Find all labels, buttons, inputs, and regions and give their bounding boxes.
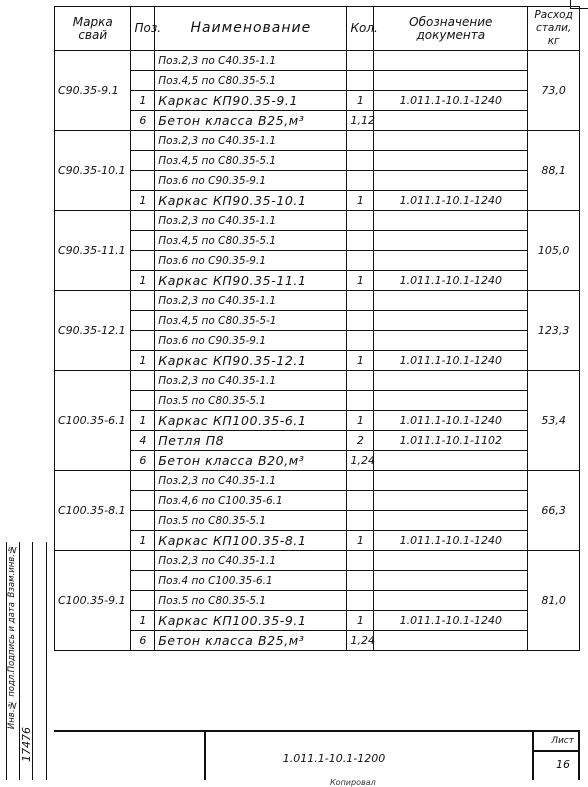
cell-qty [347,211,374,231]
cell-pos [131,491,155,511]
cell-name: Поз.4,5 по С80.35-5.1 [155,151,347,171]
table-row [55,431,580,451]
cell-doc [374,131,528,151]
table-body [55,51,580,651]
table-row [55,51,580,71]
cell-qty [347,251,374,271]
cell-doc: 1.011.1-10.1-1240 [374,271,528,291]
cell-mark: С90.35-9.1 [55,51,131,131]
cell-mark: С90.35-10.1 [55,131,131,211]
cell-doc [374,171,528,191]
cell-name: Поз.2,3 по С40.35-1.1 [155,371,347,391]
table-row [55,471,580,491]
table-row [55,611,580,631]
specification-table [54,6,580,651]
cell-qty [347,371,374,391]
cell-doc [374,391,528,411]
table-row [55,491,580,511]
cell-name: Поз.4,5 по С80.35-5.1 [155,231,347,251]
cell-pos [131,231,155,251]
document-number: 1.011.1-10.1-1200 [282,752,386,765]
table-row [55,231,580,251]
cell-qty [347,391,374,411]
cell-name: Каркас КП100.35-6.1 [155,411,347,431]
cell-doc: 1.011.1-10.1-1102 [374,431,528,451]
cell-pos [131,551,155,571]
cell-pos [131,591,155,611]
table-row [55,211,580,231]
cell-qty: 1 [347,611,374,631]
cell-doc [374,251,528,271]
cell-pos [131,511,155,531]
cell-name: Поз.4,6 по С100.35-6.1 [155,491,347,511]
cell-qty: 1 [347,91,374,111]
header-pos: Поз. [131,7,155,51]
cell-doc [374,571,528,591]
footer-note: Копировал [330,778,376,787]
cell-qty [347,71,374,91]
cell-qty: 1 [347,411,374,431]
cell-mass: 88,1 [528,131,580,211]
cell-name: Поз.5 по С80.35-5.1 [155,511,347,531]
table-row [55,131,580,151]
cell-pos: 1 [131,531,155,551]
cell-qty [347,231,374,251]
cell-qty: 1,24 [347,631,374,651]
cell-doc [374,331,528,351]
cell-name: Поз.5 по С80.35-5.1 [155,591,347,611]
cell-qty [347,51,374,71]
cell-qty: 2 [347,431,374,451]
cell-pos: 1 [131,91,155,111]
cell-name: Поз.4,5 по С80.35-5-1 [155,311,347,331]
cell-pos: 1 [131,191,155,211]
cell-qty [347,591,374,611]
cell-mark: С100.35-8.1 [55,471,131,551]
cell-doc: 1.011.1-10.1-1240 [374,611,528,631]
cell-doc [374,151,528,171]
table-row [55,371,580,391]
inv-no-label: Инв.№ подл. [7,672,17,730]
cell-name: Поз.2,3 по С40.35-1.1 [155,131,347,151]
cell-name: Поз.4 по С100.35-6.1 [155,571,347,591]
table-row [55,551,580,571]
cell-pos: 6 [131,631,155,651]
cell-doc [374,591,528,611]
cell-doc [374,291,528,311]
cell-doc [374,471,528,491]
cell-pos: 4 [131,431,155,451]
cell-mass: 53,4 [528,371,580,471]
cell-pos [131,371,155,391]
cell-qty: 1 [347,191,374,211]
header-mark: Марка свай [55,7,131,51]
cell-doc [374,451,528,471]
cell-name: Поз.6 по С90.35-9.1 [155,331,347,351]
table-row [55,531,580,551]
cell-pos: 1 [131,271,155,291]
signature-label: Подпись и дата [7,602,17,673]
cell-pos [131,151,155,171]
cell-doc [374,51,528,71]
cell-pos [131,291,155,311]
cell-pos [131,391,155,411]
sheet-label: Лист [551,736,574,746]
cell-name: Поз.5 по С80.35-5.1 [155,391,347,411]
cell-pos [131,471,155,491]
table-row [55,191,580,211]
table-header-row [55,7,580,51]
table-row [55,271,580,291]
table-row [55,91,580,111]
cell-qty [347,171,374,191]
cell-name: Бетон класса В20,м³ [155,451,347,471]
cell-name: Поз.2,3 по С40.35-1.1 [155,471,347,491]
cell-pos: 1 [131,611,155,631]
cell-mass: 123,3 [528,291,580,371]
cell-qty [347,571,374,591]
cell-name: Каркас КП100.35-9.1 [155,611,347,631]
cell-name: Поз.4,5 по С80.35-5.1 [155,71,347,91]
cell-name: Каркас КП90.35-9.1 [155,91,347,111]
cell-pos [131,131,155,151]
header-mass: Расход стали, кг [528,7,580,51]
cell-qty [347,471,374,491]
cell-doc [374,491,528,511]
cell-doc: 1.011.1-10.1-1240 [374,191,528,211]
header-doc: Обозначение документа [374,7,528,51]
cell-name: Поз.2,3 по С40.35-1.1 [155,291,347,311]
cell-doc [374,231,528,251]
side-approval-block [6,542,46,780]
table-row [55,151,580,171]
cell-qty [347,331,374,351]
cell-doc [374,631,528,651]
cell-name: Бетон класса В25,м³ [155,111,347,131]
cell-doc [374,71,528,91]
table-row [55,571,580,591]
cell-doc: 1.011.1-10.1-1240 [374,411,528,431]
replace-label: Взам.инв.№ [7,544,17,598]
cell-pos [131,311,155,331]
cell-doc [374,551,528,571]
cell-mass: 66,3 [528,471,580,551]
cell-pos: 1 [131,351,155,371]
cell-mass: 105,0 [528,211,580,291]
cell-pos [131,331,155,351]
cell-pos: 6 [131,111,155,131]
cell-doc: 1.011.1-10.1-1240 [374,531,528,551]
cell-name: Поз.2,3 по С40.35-1.1 [155,211,347,231]
cell-qty: 1,24 [347,451,374,471]
cell-mark: С90.35-11.1 [55,211,131,291]
cell-qty: 1 [347,351,374,371]
cell-name: Поз.6 по С90.35-9.1 [155,171,347,191]
inv-value: 17476 [20,727,33,762]
cell-qty [347,291,374,311]
cell-qty: 1,12 [347,111,374,131]
cell-name: Бетон класса В25,м³ [155,631,347,651]
cell-qty [347,491,374,511]
cell-pos [131,51,155,71]
cell-pos [131,171,155,191]
cell-mark: С100.35-9.1 [55,551,131,651]
cell-name: Поз.6 по С90.35-9.1 [155,251,347,271]
cell-pos: 6 [131,451,155,471]
cell-qty [347,551,374,571]
table-row [55,351,580,371]
cell-name: Каркас КП90.35-10.1 [155,191,347,211]
cell-qty [347,131,374,151]
cell-name: Каркас КП100.35-8.1 [155,531,347,551]
cell-doc [374,511,528,531]
cell-doc [374,371,528,391]
cell-doc [374,111,528,131]
cell-doc [374,311,528,331]
cell-name: Каркас КП90.35-11.1 [155,271,347,291]
table-row [55,71,580,91]
table-row [55,331,580,351]
cell-name: Петля П8 [155,431,347,451]
cell-qty: 1 [347,531,374,551]
table-row [55,451,580,471]
sheet-number: 16 [556,758,570,771]
header-qty: Кол. [347,7,374,51]
cell-name: Каркас КП90.35-12.1 [155,351,347,371]
cell-name: Поз.2,3 по С40.35-1.1 [155,51,347,71]
table-row [55,291,580,311]
cell-pos [131,251,155,271]
table-row [55,411,580,431]
table-row [55,391,580,411]
table-row [55,251,580,271]
cell-mark: С90.35-12.1 [55,291,131,371]
table-row [55,511,580,531]
cell-mark: С100.35-6.1 [55,371,131,471]
table-row [55,631,580,651]
cell-pos: 1 [131,411,155,431]
table-row [55,591,580,611]
cell-pos [131,71,155,91]
title-block [54,730,580,780]
table-row [55,171,580,191]
cell-doc: 1.011.1-10.1-1240 [374,91,528,111]
cell-qty [347,151,374,171]
cell-qty: 1 [347,271,374,291]
cell-name: Поз.2,3 по С40.35-1.1 [155,551,347,571]
cell-mass: 81,0 [528,551,580,651]
cell-doc [374,211,528,231]
cell-mass: 73,0 [528,51,580,131]
cell-pos [131,571,155,591]
cell-doc: 1.011.1-10.1-1240 [374,351,528,371]
table-row [55,111,580,131]
table-row [55,311,580,331]
header-name: Наименование [155,7,347,51]
cell-pos [131,211,155,231]
cell-qty [347,511,374,531]
cell-qty [347,311,374,331]
